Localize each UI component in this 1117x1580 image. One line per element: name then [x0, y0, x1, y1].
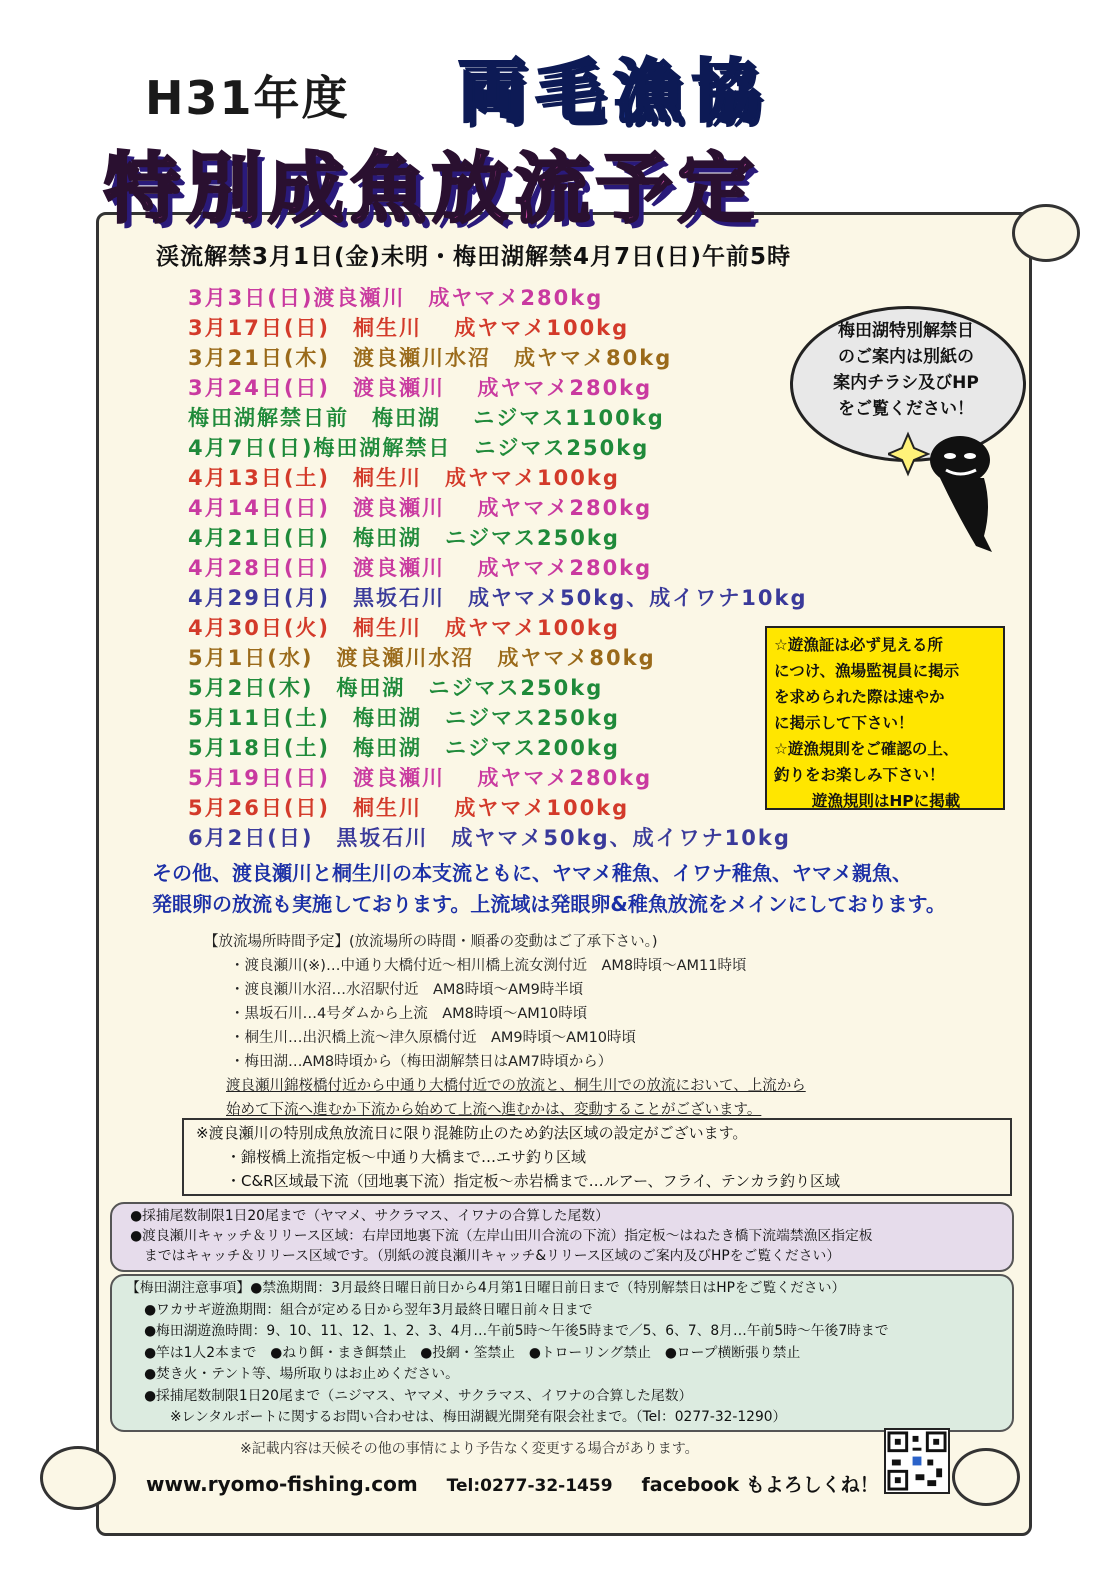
schedule-row: 4月30日(火) 桐生川 成ヤマメ100kg — [188, 616, 620, 640]
schedule-row: 4月21日(日) 梅田湖 ニジマス250kg — [188, 526, 620, 550]
note-line: 発眼卵の放流も実施しております。上流域は発眼卵&稚魚放流をメインにしております。 — [152, 892, 946, 916]
note-line: その他、渡良瀬川と桐生川の本支流ともに、ヤマメ稚魚、イワナ稚魚、ヤマメ親魚、 — [152, 861, 912, 885]
time-item: ・黒坂石川…4号ダムから上流 AM8時頃～AM10時頃 — [230, 1006, 588, 1022]
schedule-row: 4月29日(月) 黒坂石川 成ヤマメ50kg、成イワナ10kg — [188, 586, 808, 610]
order-note: 渡良瀬川錦桜橋付近から中通り大橋付近での放流と、桐生川での放流において、上流から — [226, 1078, 806, 1094]
river-rules-text — [130, 1206, 1010, 1266]
schedule-row: 4月14日(日) 渡良瀬川 成ヤマメ280kg — [188, 496, 653, 520]
notice-line: に掲示して下さい！ — [774, 714, 914, 732]
rule-line: ●竿は1人2本まで ●ねり餌・まき餌禁止 ●投網・筌禁止 ●トローリング禁止 ●ロープ横断張り禁止 — [144, 1344, 801, 1361]
time-item: ・梅田湖…AM8時頃から（梅田湖解禁日はAM7時頃から） — [230, 1054, 613, 1070]
order-note: 始めて下流へ進むか下流から始めて上流へ進むかは、変動することがございます。 — [226, 1102, 762, 1118]
additional-release-note — [152, 858, 1012, 920]
notice-line: につけ、漁場監視員に掲示 — [774, 662, 960, 680]
time-item: ・桐生川…出沢橋上流～津久原橋付近 AM9時頃～AM10時頃 — [230, 1030, 637, 1046]
notice-line: 釣りをお楽しみ下さい！ — [774, 766, 945, 784]
schedule-row: 3月3日(日)渡良瀬川 成ヤマメ280kg — [188, 286, 604, 310]
schedule-row: 4月13日(土) 桐生川 成ヤマメ100kg — [188, 466, 620, 490]
schedule-row: 4月28日(日) 渡良瀬川 成ヤマメ280kg — [188, 556, 653, 580]
scroll-curl-bottom — [40, 1446, 116, 1510]
bubble-line: をご覧ください！ — [838, 399, 974, 419]
org-name: 両毛漁協 — [458, 53, 771, 132]
zone-item: ・C&R区域最下流（団地裏下流）指定板～赤岩橋まで…ルアー、フライ、テンカラ釣り区域 — [226, 1172, 840, 1190]
bubble-line: のご案内は別紙の — [838, 347, 974, 367]
rule-line: まではキャッチ＆リリース区域です。（別紙の渡良瀬川キャッチ&リリース区域のご案内及びHPをご覧ください） — [144, 1248, 841, 1264]
schedule-row: 5月11日(土) 梅田湖 ニジマス250kg — [188, 706, 620, 730]
umeda-lake-rules-text — [126, 1278, 1006, 1429]
disclaimer: ※記載内容は天候その他の事情により予告なく変更する場合があります。 — [240, 1441, 699, 1457]
schedule-row: 梅田湖解禁日前 梅田湖 ニジマス1100kg — [188, 406, 665, 430]
bubble-line: 梅田湖特別解禁日 — [838, 321, 974, 341]
schedule-row: 5月18日(土) 梅田湖 ニジマス200kg — [188, 736, 620, 760]
year-label: H31年度 — [145, 71, 350, 125]
schedule-row: 3月24日(日) 渡良瀬川 成ヤマメ280kg — [188, 376, 653, 400]
fish-mascot-icon — [888, 426, 1008, 556]
zone-heading: ※渡良瀬川の特別成魚放流日に限り混雑防止のため釣法区域の設定がございます。 — [196, 1124, 748, 1142]
zone-item: ・錦桜橋上流指定板～中通り大橋まで…エサ釣り区域 — [226, 1148, 587, 1166]
fishing-zone-text — [196, 1121, 1002, 1193]
facebook-note: facebook もよろしくね！ — [641, 1474, 879, 1496]
notice-line: 遊漁規則はHPに掲載 — [811, 792, 961, 810]
schedule-row: 3月21日(木) 渡良瀬川水沼 成ヤマメ80kg — [188, 346, 673, 370]
qr-code-icon — [884, 1428, 950, 1494]
rule-line: ※レンタルボートに関するお問い合わせは、梅田湖観光開発有限会社まで。（Tel：0277-32-1290） — [170, 1409, 787, 1425]
rule-line: ●採捕尾数制限1日20尾まで（ヤマメ、サクラマス、イワナの合算した尾数） — [130, 1208, 609, 1224]
schedule-row: 5月19日(日) 渡良瀬川 成ヤマメ280kg — [188, 766, 653, 790]
time-item: ・渡良瀬川(※)…中通り大橋付近～相川橋上流女渕付近 AM8時頃～AM11時頃 — [230, 958, 747, 974]
schedule-row: 3月17日(日) 桐生川 成ヤマメ100kg — [188, 316, 630, 340]
footer — [146, 1470, 879, 1497]
notice-line: ☆遊漁規則をご確認の上、 — [774, 740, 959, 758]
page-title: 特別成魚放流予定 — [104, 144, 760, 233]
time-item: ・渡良瀬川水沼…水沼駅付近 AM8時頃～AM9時半頃 — [230, 982, 584, 998]
rule-line: ●ワカサギ遊漁期間：組合が定める日から翌年3月最終日曜日前々日まで — [144, 1301, 593, 1318]
schedule-row: 5月1日(水) 渡良瀬川水沼 成ヤマメ80kg — [188, 646, 656, 670]
notice-line: を求められた際は速やか — [774, 688, 945, 706]
opening-date: 渓流解禁3月1日(金)未明・梅田湖解禁4月7日(日)午前5時 — [156, 244, 792, 270]
release-times-section — [204, 930, 984, 1122]
schedule-row: 6月2日(日) 黒坂石川 成ヤマメ50kg、成イワナ10kg — [188, 826, 791, 850]
rule-line: ●採捕尾数制限1日20尾まで（ニジマス、ヤマメ、サクラマス、イワナの合算した尾数） — [144, 1387, 693, 1404]
schedule-row: 5月2日(木) 梅田湖 ニジマス250kg — [188, 676, 604, 700]
rule-line: ●渡良瀬川キャッチ＆リリース区域：右岸団地裏下流（左岸山田川合流の下流）指定板～はねたき橋下流端禁漁区指定板 — [130, 1228, 873, 1244]
website-link[interactable]: www.ryomo-fishing.com — [146, 1472, 418, 1496]
speech-bubble-text — [810, 318, 1002, 422]
scroll-curl-bottom-right — [952, 1448, 1020, 1506]
notice-text — [774, 632, 998, 814]
rule-line: ●焚き火・テント等、場所取りはお止めください。 — [144, 1366, 459, 1382]
rule-line: 【梅田湖注意事項】●禁漁期間：3月最終日曜日前日から4月第1日曜日前日まで（特別解禁日はHPをご覧ください） — [126, 1280, 846, 1296]
section-heading: 【放流場所時間予定】(放流場所の時間・順番の変動はご了承下さい。) — [204, 934, 658, 950]
notice-line: ☆遊漁証は必ず見える所 — [774, 636, 943, 654]
phone-number: Tel:0277-32-1459 — [446, 1476, 613, 1496]
schedule-row: 4月7日(日)梅田湖解禁日 ニジマス250kg — [188, 436, 650, 460]
bubble-line: 案内チラシ及びHP — [833, 373, 979, 393]
schedule-row: 5月26日(日) 桐生川 成ヤマメ100kg — [188, 796, 630, 820]
rule-line: ●梅田湖遊漁時間：9、10、11、12、1、2、3、4月…午前5時～午後5時まで／5、6、7、8月…午前5時～午後7時まで — [144, 1323, 889, 1339]
